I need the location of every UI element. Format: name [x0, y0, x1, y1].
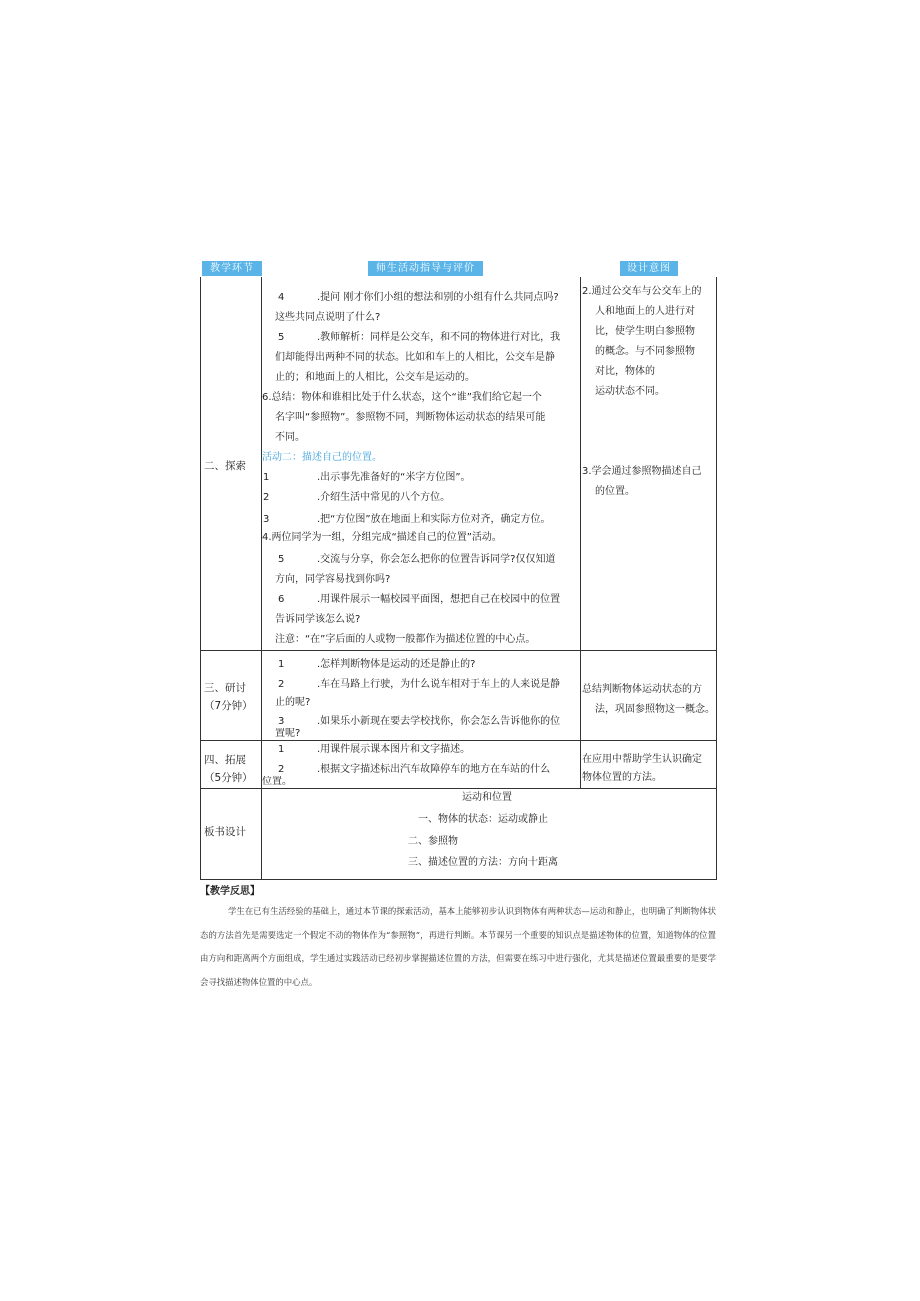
table-border-left [200, 277, 201, 880]
header-intent: 设计意图 [620, 261, 678, 276]
activity-num: 3 [278, 716, 285, 727]
intent-line: 法，巩固参照物这一概念。 [595, 704, 715, 715]
activity-line: .车在马路上行驶，为什么说车相对于车上的人来说是静 [317, 679, 561, 690]
intent-line: 对比，物体的 [595, 366, 655, 377]
intent-line: 2.通过公交车与公交车上的 [582, 286, 702, 297]
stage-explore: 二、探索 [204, 460, 246, 472]
intent-line: 运动状态不同。 [595, 386, 665, 397]
activity-line: .出示事先准备好的“米字方位图”。 [317, 472, 471, 483]
activity-line: .怎样判断物体是运动的还是静止的? [317, 659, 476, 670]
activity-line: .交流与分享，你会怎么把你的位置告诉同学?仅仅知道 [317, 554, 556, 565]
activity-line: 止的呢? [275, 697, 311, 708]
activity-line: 止的；和地面上的人相比，公交车是运动的。 [275, 372, 475, 383]
activity-num: 4 [278, 292, 285, 303]
activity-num: 3 [263, 514, 270, 525]
activity-line: 们却能得出两种不同的状态。比如和车上的人相比，公交车是静 [275, 352, 555, 363]
stage-discuss: 三、研讨 [204, 682, 246, 694]
activity-line: .如果乐小新现在要去学校找你，你会怎么告诉他你的位 [317, 716, 561, 727]
activity-line: 名字叫“参照物”。参照物不同，判断物体运动状态的结果可能 [275, 412, 546, 423]
header-stage: 教学环节 [202, 261, 262, 276]
header-activity: 师生活动指导与评价 [368, 261, 483, 276]
activity-line: .教师解析：同样是公交车，和不同的物体进行对比，我 [317, 332, 561, 343]
table-border-right [716, 277, 717, 880]
activity-num: 1 [278, 744, 285, 755]
activity-num: 5 [278, 554, 285, 565]
activity-line: 不同。 [275, 432, 305, 443]
intent-line: 人和地面上的人进行对 [595, 306, 695, 317]
activity-line: .介绍生活中常见的八个方位。 [317, 492, 451, 503]
activity-line: 4.两位同学为一组，分组完成“描述自己的位置”活动。 [262, 532, 502, 543]
intent-line: 的概念。与不同参照物 [595, 346, 695, 357]
activity-subheading: 活动二：描述自己的位置。 [262, 452, 382, 463]
activity-num: 1 [263, 472, 270, 483]
intent-line: 3.学会通过参照物描述自己 [582, 466, 702, 477]
board-line: 一、物体的状态：运动或静止 [418, 814, 548, 825]
activity-line: 位置。 [262, 776, 292, 787]
activity-line: 告诉同学该怎么说? [275, 614, 361, 625]
activity-num: 5 [278, 332, 285, 343]
activity-num: 2 [278, 764, 285, 775]
intent-line: 的位置。 [595, 486, 635, 497]
activity-num: 2 [263, 492, 270, 503]
reflection-heading: 【教学反思】 [200, 886, 260, 897]
column-divider-2 [580, 277, 581, 789]
activity-line: .把“方位图”放在地面上和实际方位对齐，确定方位。 [317, 514, 551, 525]
activity-num: 1 [278, 659, 285, 670]
stage-discuss-duration: （7分钟） [204, 700, 253, 712]
lesson-plan-table [200, 260, 717, 880]
board-line: 二、参照物 [408, 836, 458, 847]
activity-num: 2 [278, 679, 285, 690]
activity-line: .提问 刚才你们小组的想法和别的小组有什么共同点吗? [317, 292, 559, 303]
board-title: 运动和位置 [462, 792, 512, 803]
intent-line: 总结判断物体运动状态的方 [582, 684, 702, 695]
activity-line: .用课件展示一幅校园平面图，想把自己在校园中的位置 [317, 594, 561, 605]
reflection-paragraph: 学生在已有生活经验的基础上，通过本节课的探索活动，基本上能够初步认识到物体有两种状态—运动和静止，也明确了判断物体状态的方法首先是需要选定一个假定不动的物体作为“参照物”，再进行判断。本节课另一个重要的知识点是描述物体的位置，知道物体的位置由方向和距离两个方面组成，学生通过实践活动已经初步掌握描述位置的方法，但需要在练习中进行强化，尤其是描述位置最重要的是要学会寻找描述物体位置的中心点。 [200, 906, 716, 987]
activity-line: 置呢? [275, 728, 301, 739]
column-divider-1 [261, 277, 262, 880]
board-line: 三、描述位置的方法：方向十距离 [408, 857, 558, 868]
activity-line: .用课件展示课本图片和文字描述。 [317, 744, 471, 755]
intent-line: 物体位置的方法。 [582, 772, 662, 783]
intent-line: 比，使学生明白参照物 [595, 326, 695, 337]
stage-extend-duration: （5分钟） [204, 772, 253, 784]
stage-extend: 四、拓展 [204, 754, 246, 766]
intent-line: 在应用中帮助学生认识确定 [582, 754, 702, 765]
row-divider-3 [200, 788, 717, 789]
activity-num: 6 [278, 594, 285, 605]
activity-line: .根据文字描述标出汽车故障停车的地方在车站的什么 [317, 764, 551, 775]
activity-line: 方向，同学容易找到你吗? [275, 574, 391, 585]
table-border-bottom [200, 879, 717, 880]
stage-board: 板书设计 [204, 826, 246, 838]
row-divider-1 [200, 650, 717, 651]
activity-line: 这些共同点说明了什么? [275, 312, 381, 323]
activity-line: 6.总结：物体和谁相比处于什么状态，这个“谁”我们给它起一个 [262, 392, 542, 403]
activity-note: 注意：“在”字后面的人或物一般都作为描述位置的中心点。 [275, 634, 536, 645]
